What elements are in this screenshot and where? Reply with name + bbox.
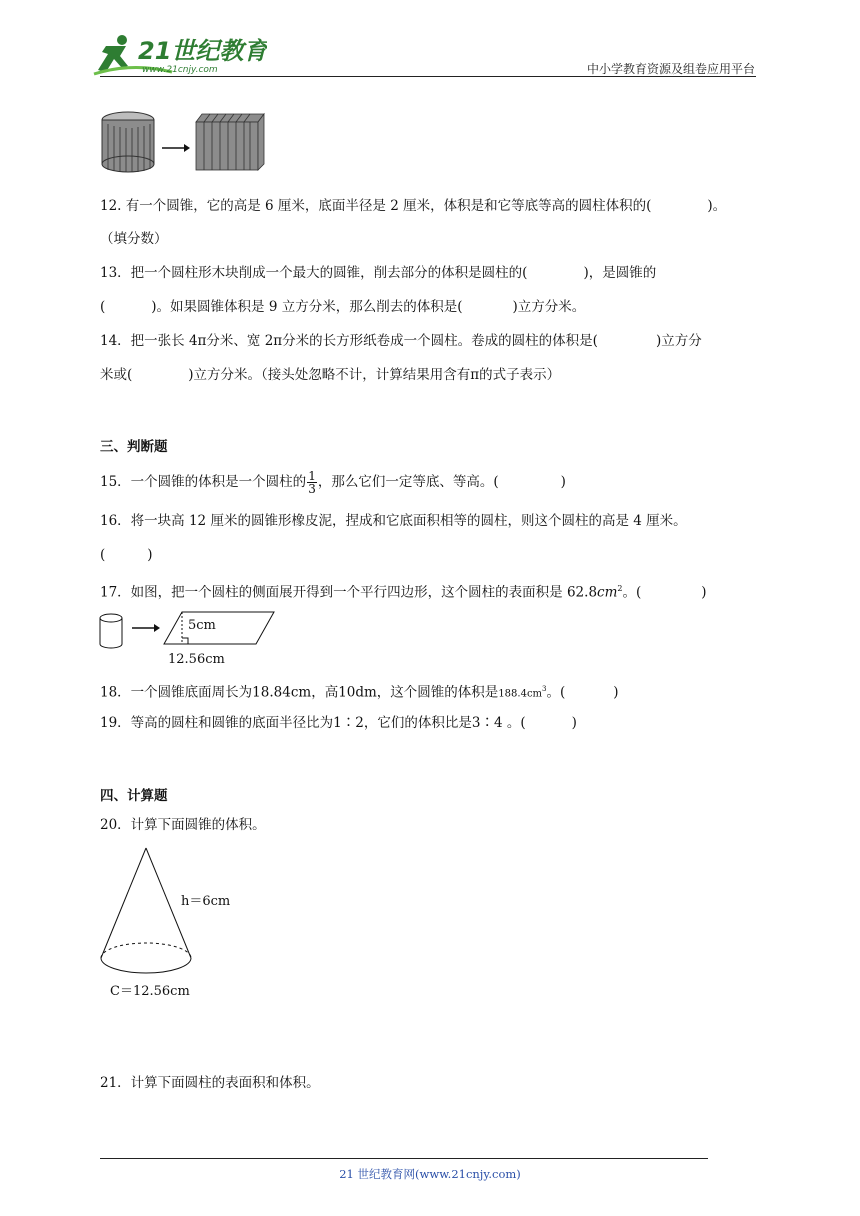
fraction-one-third: $\frac{1}{3}$: [308, 469, 316, 496]
cylinder-cut-figure: [100, 108, 270, 174]
logo-main-text: 21世纪教育: [138, 37, 267, 65]
question-12-note: （填分数）: [100, 231, 168, 247]
question-13-cont: ( )。如果圆锥体积是 9 立方分米，那么削去的体积是( )立方分米。: [100, 299, 586, 315]
platform-name: 中小学教育资源及组卷应用平台: [586, 62, 755, 76]
question-19: 19．等高的圆柱和圆锥的底面半径比为1∶2，它们的体积比是3∶4 。( ): [100, 715, 577, 731]
question-14: 14．把一张长 4π分米、宽 2π分米的长方形纸卷成一个圆柱。卷成的圆柱的体积是( )立方分: [100, 333, 702, 349]
question-13: 13．把一个圆柱形木块削成一个最大的圆锥，削去部分的体积是圆柱的( )，是圆锥的: [100, 265, 657, 281]
header-rule: [100, 76, 756, 77]
question-21: 21．计算下面圆柱的表面积和体积。: [100, 1075, 320, 1091]
footer-link[interactable]: 21 世纪教育网(www.21cnjy.com): [339, 1167, 521, 1181]
question-14-cont: 米或( )立方分米。（接头处忽略不计，计算结果用含有π的式子表示）: [100, 367, 561, 383]
section-title-calculation: 四、计算题: [100, 788, 168, 804]
question-15: 15．一个圆锥的体积是一个圆柱的 $\frac{1}{3}$ ，那么它们一定等底、等高。( ): [100, 469, 566, 496]
section-title-judgement: 三、判断题: [100, 439, 168, 455]
cone-height-label: h＝6cm: [181, 894, 231, 909]
question-16: 16．将一块高 12 厘米的圆锥形橡皮泥，捏成和它底面积相等的圆柱，则这个圆柱的高是 4 厘米。: [100, 513, 687, 529]
cylinder-unroll-figure: [98, 608, 278, 670]
cone-circumference-label: C＝12.56cm: [110, 984, 190, 999]
question-20: 20．计算下面圆锥的体积。: [100, 817, 266, 833]
logo-icon: [92, 32, 267, 78]
figure-base-label: 12.56cm: [168, 652, 225, 667]
question-18: 18．一个圆锥底面周长为18.84cm，高10dm，这个圆锥的体积是$188.4cm^3$。( ): [100, 684, 619, 701]
footer-rule: [100, 1158, 708, 1159]
question-12: 12. 有一个圆锥，它的高是 6 厘米，底面半径是 2 厘米，体积是和它等底等高的圆柱体积的( )。: [100, 198, 727, 214]
question-16-cont: ( ): [100, 547, 153, 563]
figure-height-label: 5cm: [188, 618, 216, 633]
logo-url-text: www.21cnjy.com: [142, 65, 218, 75]
question-17: 17．如图，把一个圆柱的侧面展开得到一个平行四边形，这个圆柱的表面积是 $62.8cm^2$。( ): [100, 584, 707, 601]
cone-figure: [98, 844, 248, 1000]
